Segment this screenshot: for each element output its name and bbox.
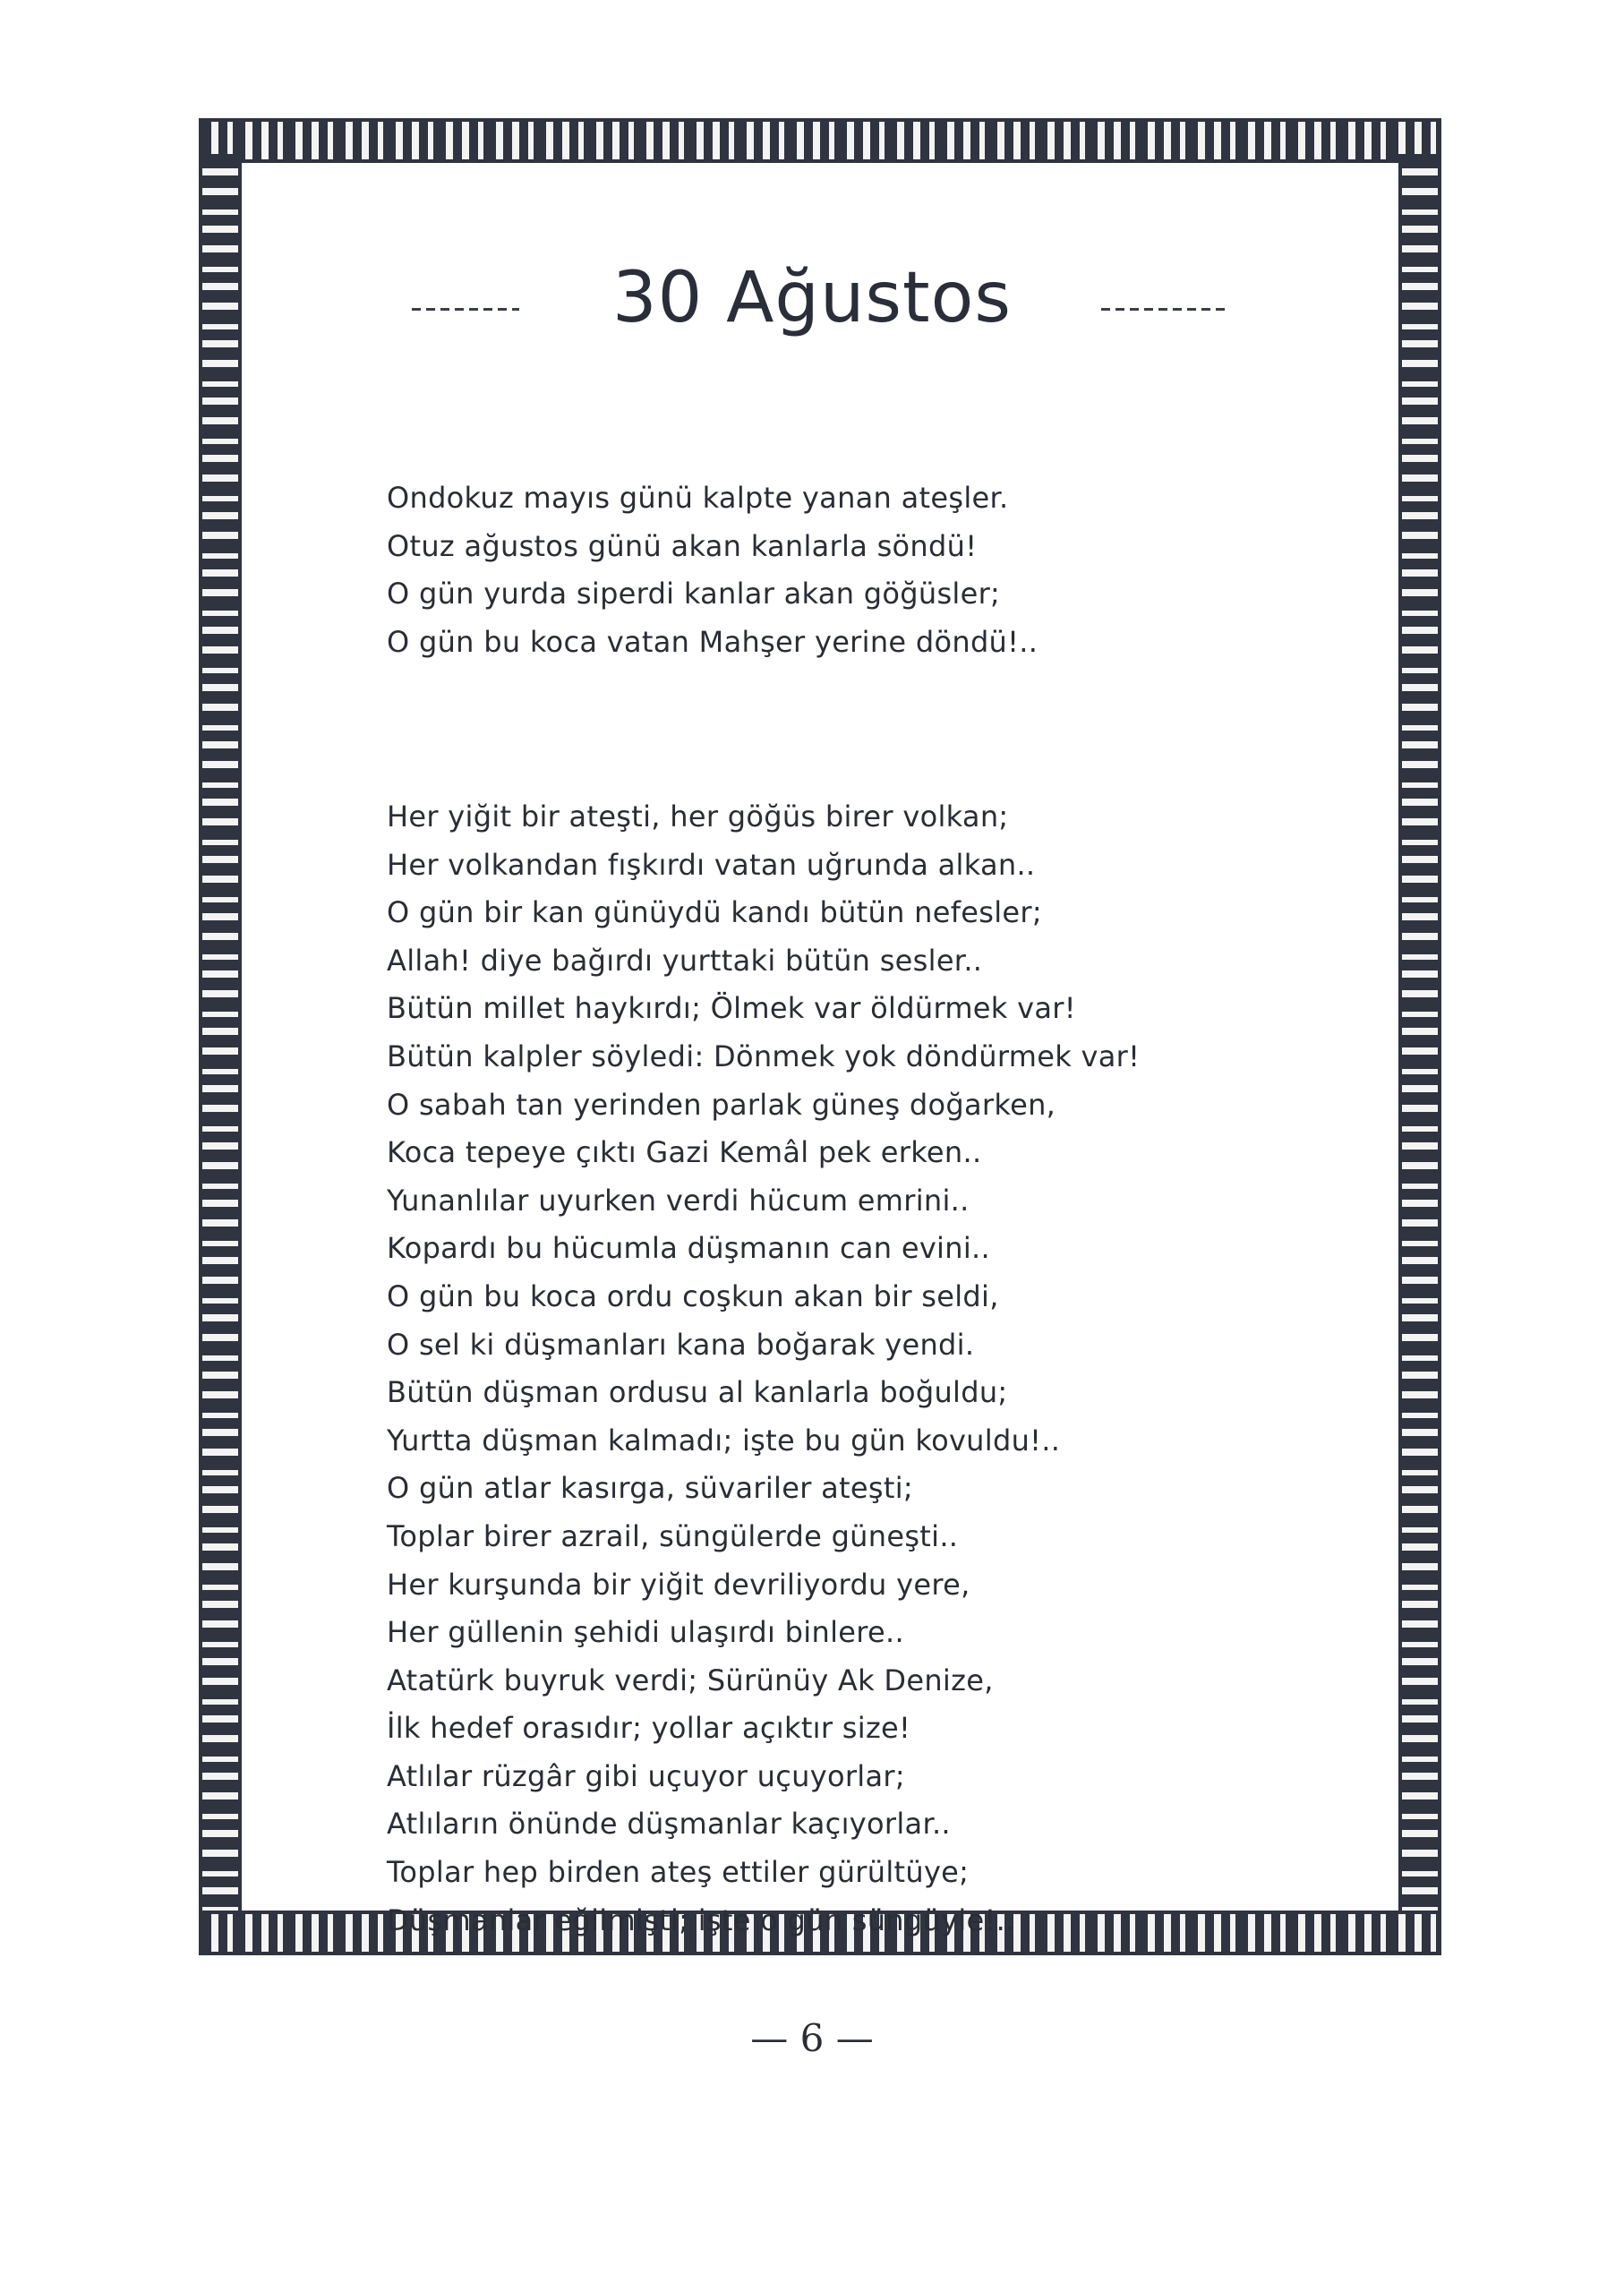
- page-number: — 6 —: [750, 2016, 874, 2060]
- verse-line: Toplar hep birden ateş ettiler gürültüye;: [387, 1855, 970, 1890]
- verse-line: Atlılar rüzgâr gibi uçuyor uçuyorlar;: [387, 1758, 905, 1793]
- verse-line: O sel ki düşmanları kana boğarak yendi.: [387, 1327, 975, 1362]
- faded-author-line: [340, 385, 842, 412]
- verse-line: Toplar birer azrail, süngülerde güneşti..: [387, 1518, 959, 1553]
- verse-line: Yurtta düşman kalmadı; işte bu gün kovuldu!..: [387, 1423, 1061, 1458]
- verse-line: O gün bu koca vatan Mahşer yerine döndü!..: [387, 624, 1039, 659]
- verse-line: O gün atlar kasırga, süvariler ateşti;: [387, 1471, 913, 1506]
- verse-line: Atatürk buyruk verdi; Sürünüy Ak Denize,: [387, 1663, 994, 1697]
- verse-line: Atlıların önünde düşmanlar kaçıyorlar..: [387, 1807, 951, 1842]
- stanza-two: [387, 793, 1140, 1945]
- verse-line: O gün bu koca ordu coşkun akan bir seldi,: [387, 1278, 999, 1313]
- faded-header-banner: [295, 159, 1334, 240]
- verse-line: O gün bir kan günüydü kandı bütün nefesler;: [387, 895, 1042, 930]
- frame-border-left: [199, 154, 242, 1919]
- verse-line: Koca tepeye çıktı Gazi Kemâl pek erken..: [387, 1135, 982, 1170]
- frame-border-right: [1398, 154, 1441, 1919]
- verse-line: Kopardı bu hücumla düşmanın can evini..: [387, 1231, 990, 1266]
- verse-line: Allah! diye bağırdı yurttaki bütün sesler..: [387, 943, 983, 978]
- verse-line: Her kurşunda bir yiğit devriliyordu yere,: [387, 1567, 970, 1602]
- verse-line: O gün yurda siperdi kanlar akan göğüsler;: [387, 577, 1001, 611]
- verse-line: O sabah tan yerinden parlak güneş doğarken,: [387, 1087, 1056, 1122]
- verse-line: Her yiğit bir ateşti, her göğüs birer volkan;: [387, 799, 1009, 834]
- verse-line: Bütün düşman ordusu al kanlarla boğuldu;: [387, 1375, 1008, 1410]
- stanza-one: [387, 474, 1038, 666]
- frame-border-top: [199, 118, 1441, 163]
- verse-line: Bütün millet haykırdı; Ölmek var öldürmek var!: [387, 991, 1076, 1026]
- verse-line: Her güllenin şehidi ulaşırdı binlere..: [387, 1615, 904, 1650]
- verse-line: Bütün kalpler söyledi: Dönmek yok döndürmek var!: [387, 1039, 1141, 1073]
- verse-line: İlk hedef orasıdır; yollar açıktır size!: [387, 1711, 911, 1746]
- title-rule-right: [1101, 308, 1227, 311]
- verse-line: Her volkandan fışkırdı vatan uğrunda alkan..: [387, 847, 1036, 882]
- verse-line: Ondokuz mayıs günü kalpte yanan ateşler.: [387, 481, 1009, 515]
- poem-title: 30 Ağustos: [612, 258, 1012, 338]
- verse-line: Yunanlılar uyurken verdi hücum emrini..: [387, 1183, 970, 1218]
- verse-line: Otuz ağustos günü akan kanlarla söndü!: [387, 528, 978, 563]
- verse-line: Düşmanlar eğilmişti; işte o gün süngüyle!..: [387, 1902, 1015, 1937]
